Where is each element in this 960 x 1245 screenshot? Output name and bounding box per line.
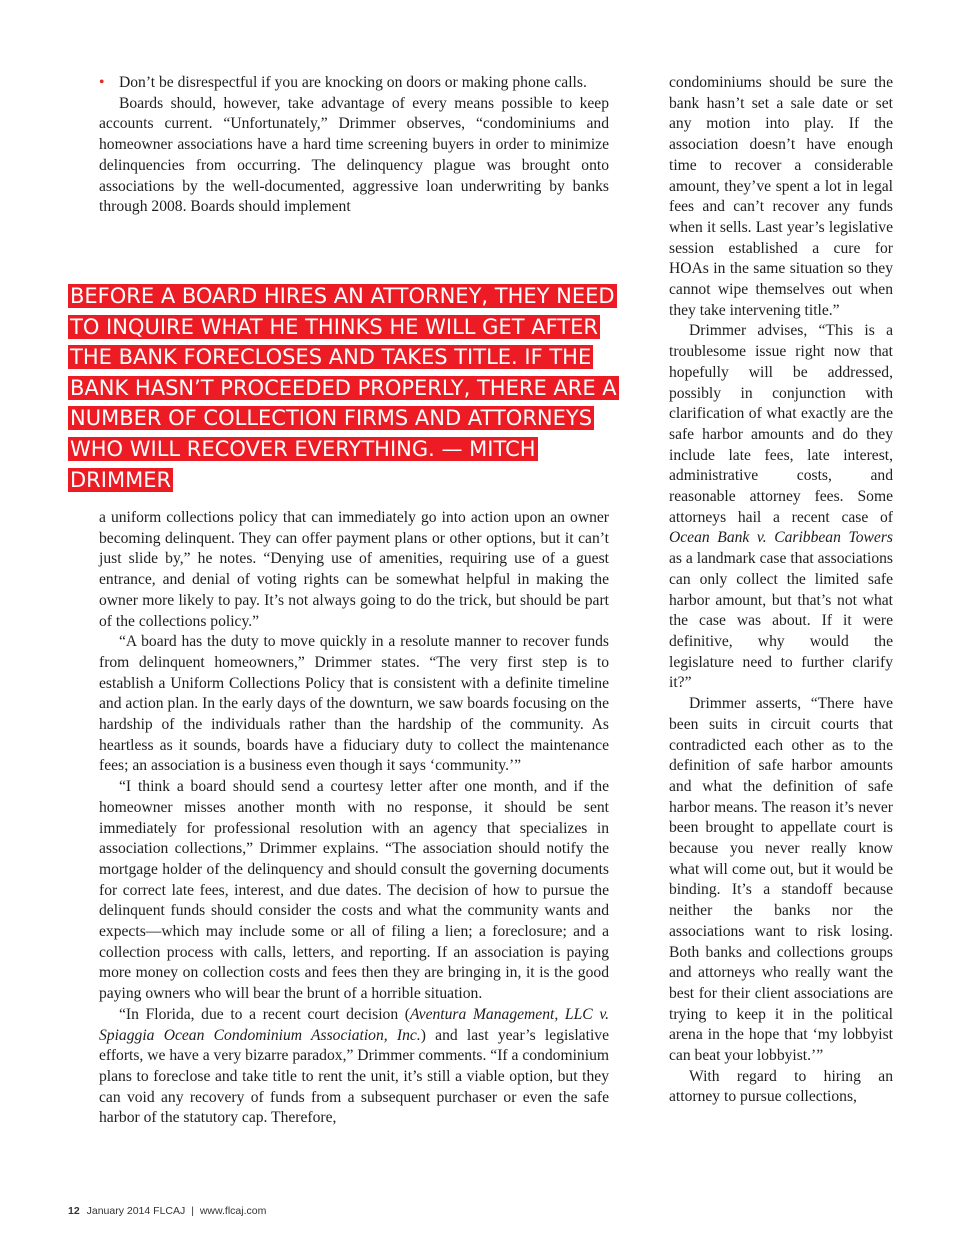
paragraph-text: ) and last year’s legislative efforts, we have a very bizarre paradox,” Drimmer comments. “If a condominium plans to foreclose and take title to rent the unit, it’s still a viable option, but they can void any recovery of funds from a subsequent purchaser or even the safe harbor of the statutory cap. Therefore, [99, 1026, 609, 1127]
right-column [669, 73, 893, 1108]
issue-date: January 2014 [86, 1205, 151, 1217]
body-paragraph [669, 321, 893, 694]
body-paragraph: Boards should, however, take advantage of every means possible to keep accounts current. “Unfortunately,” Drimmer observes, “condominiums and homeowner associations have a hard time screening buyers in order to minimize delinquencies from occurring. The delinquency plague was brought onto associations by the well-documented, aggressive loan underwriting by banks through 2008. Boards should implement [99, 94, 609, 216]
body-paragraph: Drimmer asserts, “There have been suits in circuit courts that contradicted each other as to the definition of safe harbor amounts and what the definition of safe harbor means. The reason it’s never been brought to appellate court is because you never really know what will come out, but it would be binding. It’s a standoff because neither the banks nor the associations want to risk losing. Both banks and collections groups and attorneys who really want the best for their client associations are trying to keep it in the political arena in the hope that ‘my lobbyist can beat your lobbyist.’” [669, 695, 893, 1065]
case-citation: Aventura Management, LLC v. Spiaggia Ocean Condominium Association, Inc. [99, 1005, 609, 1044]
bullet-item [99, 73, 609, 94]
page-number: 12 [68, 1205, 80, 1217]
left-column-top [99, 73, 609, 218]
body-paragraph: “I think a board should send a courtesy letter after one month, and if the homeowner misses another month with no response, it should be sent immediately for professional resolution with an agency that specializes in association collections,” Drimmer explains. “The association should notify the mortgage holder of the delinquency and should consult the governing documents for correct late fees, interest, and due dates. The decision of how to pursue the delinquent funds should consider the costs and what the community wants and expects—which may include some or all of filing a lien; a foreclosure; and a collection process with calls, letters, and reporting. If an association is paying more money on collection costs and fees then they are bringing in, it is the good paying owners who will bear the brunt of a horrible situation. [99, 778, 609, 1003]
left-column-bottom [99, 508, 609, 1129]
body-paragraph: condominiums should be sure the bank hasn’t set a sale date or set any motion into play. If the association doesn’t have enough time to recover a considerable amount, they’ve spent a lot in legal fees and can’t recover any funds when it sells. Last year’s legislative session established a cure for HOAs in the same situation so they cannot wipe themselves out when they take intervening title.” [669, 74, 893, 319]
body-paragraph: “A board has the duty to move quickly in a resolute manner to recover funds from delinquent homeowners,” Drimmer states. “The very first step is to establish a Uniform Collections Policy that is consistent with a definite timeline and action plan. In the early days of the downturn, we saw boards focusing on the hardship of the individuals rather than the hardship of the community. As heartless as it sounds, boards have a fiduciary duty to collect the maintenance fees; an association is a business even though it says ‘community.’” [99, 633, 609, 775]
paragraph-text: Drimmer advises, “This is a troublesome issue right now that hopefully will be addressed, possibly in conjunction with clarification of what exactly are the safe harbor amounts and do they include late fees, late interest, administrative costs, and reasonable attorney fees. Some attorneys hail a recent case of [669, 322, 893, 526]
bullet-dot-icon: • [99, 74, 105, 91]
publication-name: FLCAJ [153, 1205, 186, 1217]
paragraph-text: “In Florida, due to a recent court decision ( [119, 1005, 410, 1023]
pull-quote-text: BEFORE A BOARD HIRES AN ATTORNEY, THEY NEED TO INQUIRE WHAT HE THINKS HE WILL GET AFTER THE BANK FORECLOSES AND TAKES TITLE. IF THE BANK HASN’T PROCEEDED PROPERLY, THERE ARE A NUMBER OF COLLECTION FIRMS AND ATTORNEYS WHO WILL RECOVER EVERYTHING. — MITCH DRIMMER [70, 284, 617, 492]
bullet-text: Don’t be disrespectful if you are knocking on doors or making phone calls. [119, 74, 587, 91]
pull-quote [68, 281, 638, 495]
website-url: www.flcaj.com [199, 1205, 267, 1217]
body-paragraph: With regard to hiring an attorney to pursue collections, [669, 1067, 893, 1106]
case-citation: Ocean Bank v. Caribbean Towers [669, 529, 893, 547]
footer-separator: | [191, 1205, 194, 1217]
body-paragraph [99, 1005, 609, 1129]
body-paragraph: a uniform collections policy that can immediately go into action upon an owner becoming delinquent. They can offer payment plans or other options, but it can’t just slide by,” he notes. “Denying use of amenities, requiring use of a guest entrance, and denial of voting rights can be somewhat helpful in making the owner more likely to pay. It’s not always going to do the trick, but should be part of the collections policy.” [99, 509, 609, 630]
paragraph-text: as a landmark case that associations can only collect the limited safe harbor amount, but that’s not what the case was about. If it were definitive, why would the legislature need to further clarify it?” [669, 550, 893, 692]
page-footer [68, 1205, 266, 1217]
